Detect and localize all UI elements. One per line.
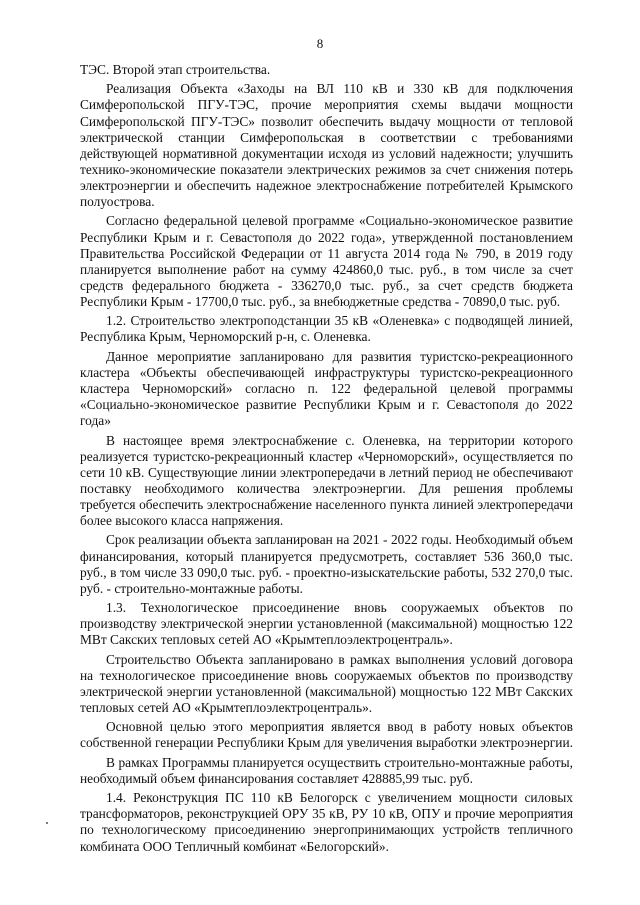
paragraph: Согласно федеральной целевой программе «Социально-экономическое развитие Республики Крым и г. Севастополя до 2022 года», утвержденной постановлением Правительства Российской Федерации от 11 августа 2014 года № 790, в 2019 году планируется выполнение работ на сумму 424860,0 тыс. руб., в том числе за счет средств федерального бюджета - 336270,0 тыс. руб., за счет средств бюджета Республики Крым - 17700,0 тыс. руб., за внебюджетные средства - 70890,0 тыс. руб. — [80, 213, 573, 309]
section-heading-1-3: 1.3. Технологическое присоединение вновь сооружаемых объектов по производству электрической энергии установленной (максимальной) мощностью 122 МВт Сакских тепловых сетей АО «Крымтеплоэлектроцентраль». — [80, 600, 573, 648]
section-heading-1-4: 1.4. Реконструкция ПС 110 кВ Белогорск с увеличением мощности силовых трансформаторов, реконструкцией ОРУ 35 кВ, РУ 10 кВ, ОПУ и прочие мероприятия по технологическому присоединению энергопринимающих устройств тепличного комбината ООО Тепличный комбинат «Белогорский». — [80, 790, 573, 854]
paragraph: Строительство Объекта запланировано в рамках выполнения условий договора на технологическое присоединение вновь сооружаемых объектов по производству электрической энергии установленной (максимальной) мощностью 122 МВт Сакских тепловых сетей АО «Крымтеплоэлектроцентраль». — [80, 651, 573, 715]
paragraph: Реализация Объекта «Заходы на ВЛ 110 кВ и 330 кВ для подключения Симферопольской ПГУ-ТЭС, прочие мероприятия схемы выдачи мощности Симферопольской ПГУ-ТЭС» позволит обеспечить выдачу мощности от тепловой электрической станции Симферопольская в соответствии с требованиями действующей нормативной документации исходя из условий надежности; улучшить технико-экономические показатели электрических режимов за счет снижения потерь электроэнергии и обеспечить надежное электроснабжение потребителей Крымского полуострова. — [80, 81, 573, 210]
page-number: 8 — [316, 36, 324, 51]
paragraph: В рамках Программы планируется осуществить строительно-монтажные работы, необходимый объем финансирования составляет 428885,99 тыс. руб. — [80, 754, 573, 786]
document-body — [80, 62, 573, 858]
section-heading-1-2: 1.2. Строительство электроподстанции 35 кВ «Оленевка» с подводящей линией, Республика Крым, Черноморский р-н, с. Оленевка. — [80, 313, 573, 345]
paragraph: ТЭС. Второй этап строительства. — [80, 62, 271, 77]
paragraph: Основной целью этого мероприятия является ввод в работу новых объектов собственной генерации Республики Крым для увеличения выработки электроэнергии. — [80, 719, 573, 751]
paragraph: Данное мероприятие запланировано для развития туристско-рекреационного кластера «Объекты обеспечивающей инфраструктуры туристско-рекреационного кластера Черноморский» согласно п. 122 федеральной целевой программы «Социально-экономическое развитие Республики Крым и г. Севастополя до 2022 года» — [80, 348, 573, 429]
scan-speck — [46, 822, 48, 824]
paragraph: Срок реализации объекта запланирован на 2021 - 2022 годы. Необходимый объем финансирования, который планируется предусмотреть, составляет 536 360,0 тыс. руб., в том числе 33 090,0 тыс. руб. - проектно-изыскательские работы, 532 270,0 тыс. руб. - строительно-монтажные работы. — [80, 532, 573, 596]
paragraph: В настоящее время электроснабжение с. Оленевка, на территории которого реализуется туристско-рекреационный кластер «Черноморский», осуществляется по сети 10 кВ. Существующие линии электропередачи в летний период не обеспечивают поставку необходимого количества электроэнергии. Для решения проблемы требуется обеспечить электроснабжение населенного пункта линией электропередачи более высокого класса напряжения. — [80, 432, 573, 529]
